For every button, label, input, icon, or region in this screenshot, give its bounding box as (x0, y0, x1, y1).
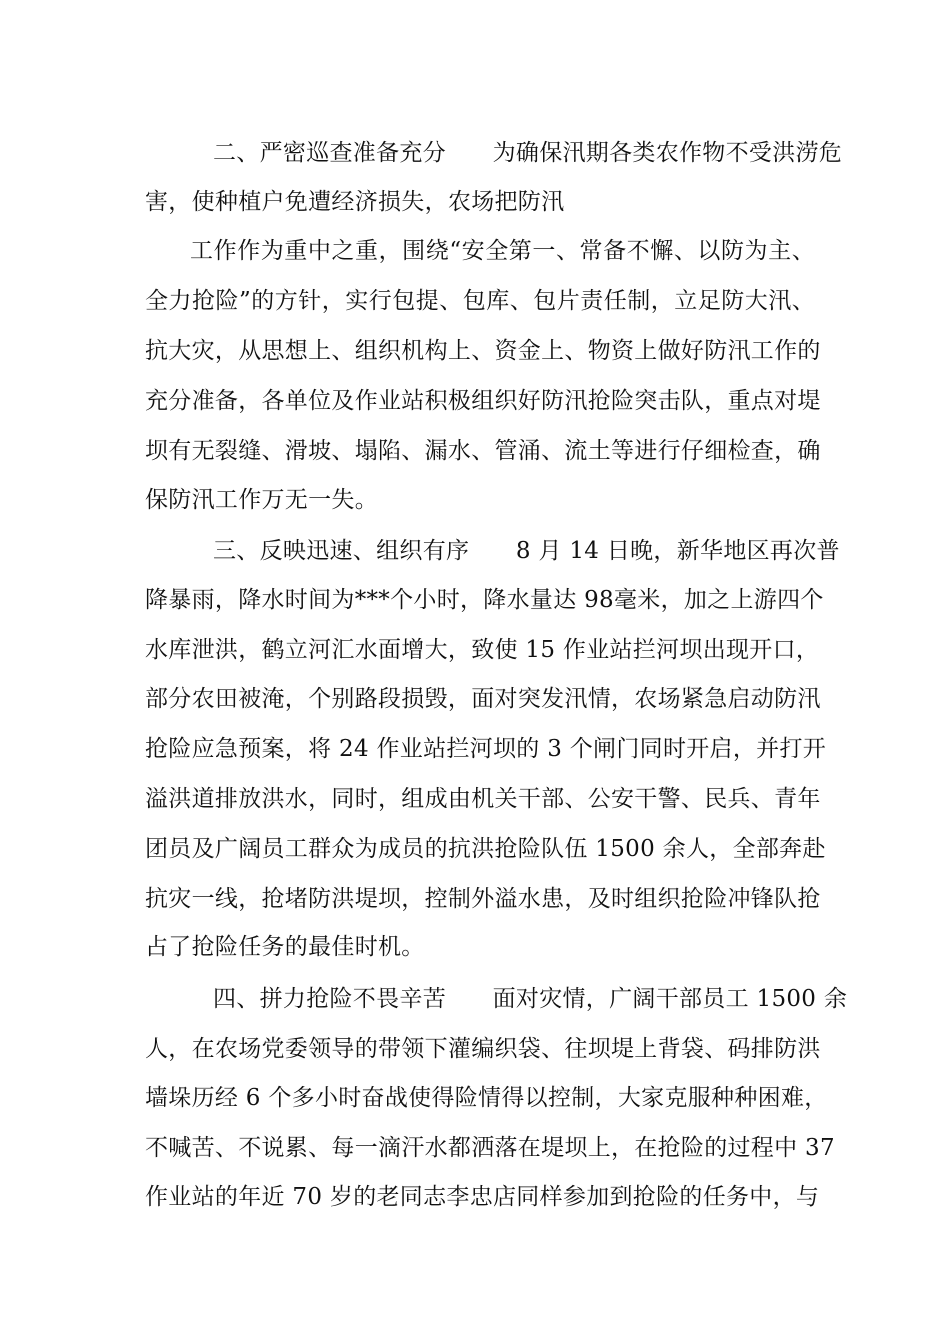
paragraph-line: 抢险应急预案，将 24 作业站拦河坝的 3 个闸门同时开启，并打开 (145, 736, 827, 762)
heading-section-2: 二、严密巡查准备充分 为确保汛期各类农作物不受洪涝危 (213, 140, 843, 166)
paragraph-line: 占了抢险任务的最佳时机。 (145, 934, 425, 960)
paragraph-line: 抗大灾，从思想上、组织机构上、资金上、物资上做好防汛工作的 (145, 338, 821, 364)
paragraph-line: 水库泄洪，鹤立河汇水面增大，致使 15 作业站拦河坝出现开口， (145, 637, 820, 663)
paragraph-line: 团员及广阔员工群众为成员的抗洪抢险队伍 1500 余人，全部奔赴 (145, 836, 826, 862)
paragraph-line: 溢洪道排放洪水，同时，组成由机关干部、公安干警、民兵、青年 (145, 786, 821, 812)
paragraph-line: 不喊苦、不说累、每一滴汗水都洒落在堤坝上，在抢险的过程中 37 (145, 1135, 835, 1161)
paragraph-line: 抗灾一线，抢堵防洪堤坝，控制外溢水患，及时组织抢险冲锋队抢 (145, 886, 821, 912)
paragraph-line: 全力抢险”的方针，实行包提、包库、包片责任制，立足防大汛、 (145, 288, 815, 314)
paragraph-line: 坝有无裂缝、滑坡、塌陷、漏水、管涌、流土等进行仔细检查，确 (145, 438, 821, 464)
paragraph-line: 充分准备，各单位及作业站积极组织好防汛抢险突击队，重点对堤 (145, 388, 821, 414)
paragraph-line: 人，在农场党委领导的带领下灌编织袋、往坝堤上背袋、码排防洪 (145, 1036, 821, 1062)
paragraph-line: 保防汛工作万无一失。 (145, 487, 378, 513)
heading-section-4: 四、拼力抢险不畏辛苦 面对灾情，广阔干部员工 1500 余 (213, 986, 848, 1012)
paragraph-line: 工作作为重中之重，围绕“安全第一、常备不懈、以防为主、 (190, 238, 815, 264)
heading-section-3: 三、反映迅速、组织有序 8 月 14 日晚，新华地区再次普 (213, 538, 840, 564)
paragraph-line: 害，使种植户免遭经济损失，农场把防汛 (145, 189, 565, 215)
paragraph-line: 墙垛历经 6 个多小时奋战使得险情得以控制，大家克服种种困难， (145, 1085, 828, 1111)
paragraph-line: 降暴雨，降水时间为***个小时，降水量达 98毫米，加之上游四个 (145, 587, 824, 613)
paragraph-line: 部分农田被淹，个别路段损毁，面对突发汛情，农场紧急启动防汛 (145, 686, 821, 712)
paragraph-line: 作业站的年近 70 岁的老同志李忠店同样参加到抢险的任务中，与 (145, 1184, 820, 1210)
